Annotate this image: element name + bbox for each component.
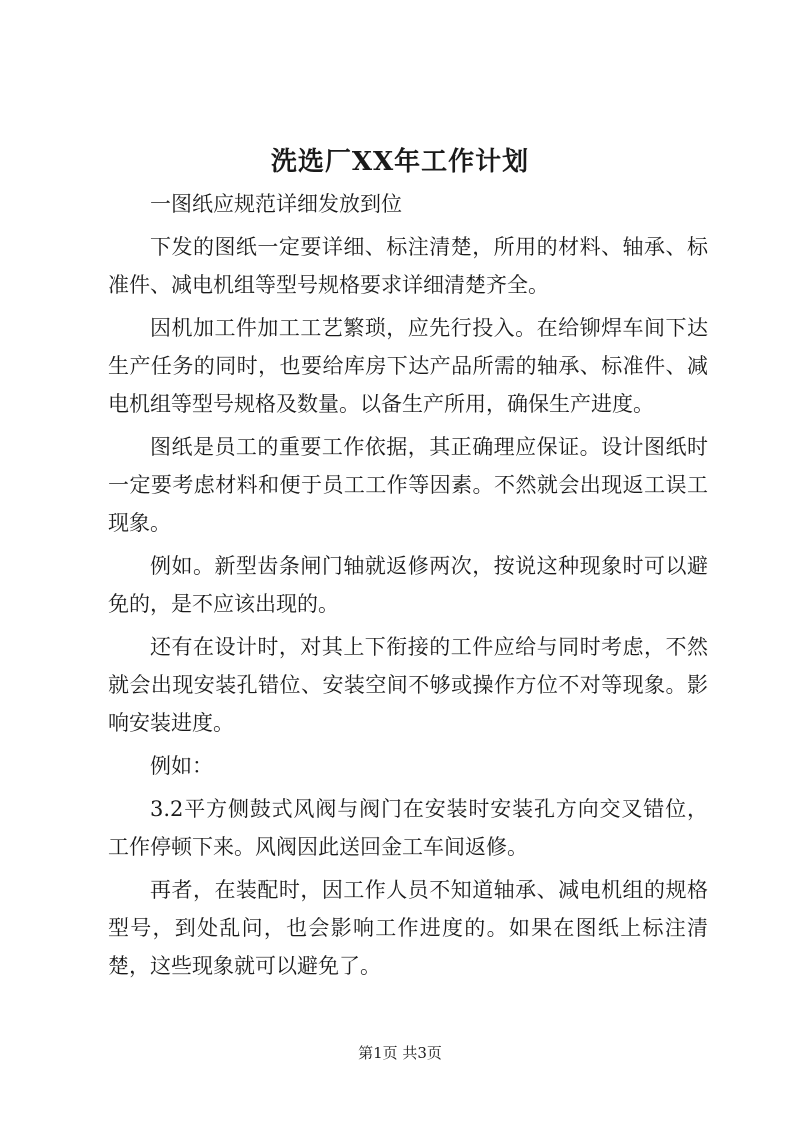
paragraph: 还有在设计时，对其上下衔接的工件应给与同时考虑，不然就会出现安装孔错位、安装空间不够或操作方位不对等现象。影响安装进度。 xyxy=(108,635,708,735)
page-footer: 第1页 共3页 xyxy=(358,1044,442,1062)
section-heading: 一图纸应规范详细发放到位 xyxy=(150,192,402,216)
document-body xyxy=(108,185,708,990)
paragraph: 下发的图纸一定要详细、标注清楚，所用的材料、轴承、标准件、减电机组等型号规格要求详细清楚齐全。 xyxy=(108,235,708,297)
paragraph: 例如： xyxy=(150,754,213,778)
paragraph: 3.2平方侧鼓式风阀与阀门在安装时安装孔方向交叉错位，工作停顿下来。风阀因此送回金工车间返修。 xyxy=(108,797,708,859)
paragraph: 再者，在装配时，因工作人员不知道轴承、减电机组的规格型号，到处乱问，也会影响工作进度的。如果在图纸上标注清楚，这些现象就可以避免了。 xyxy=(108,878,708,978)
paragraph: 因机加工件加工工艺繁琐，应先行投入。在给铆焊车间下达生产任务的同时，也要给库房下达产品所需的轴承、标准件、减电机组等型号规格及数量。以备生产所用，确保生产进度。 xyxy=(108,316,708,416)
paragraph: 例如。新型齿条闸门轴就返修两次，按说这种现象时可以避免的，是不应该出现的。 xyxy=(108,554,708,616)
paragraph: 图纸是员工的重要工作依据，其正确理应保证。设计图纸时一定要考虑材料和便于员工工作等因素。不然就会出现返工误工现象。 xyxy=(108,435,708,535)
page-title: 洗选厂XX年工作计划 xyxy=(270,147,530,177)
